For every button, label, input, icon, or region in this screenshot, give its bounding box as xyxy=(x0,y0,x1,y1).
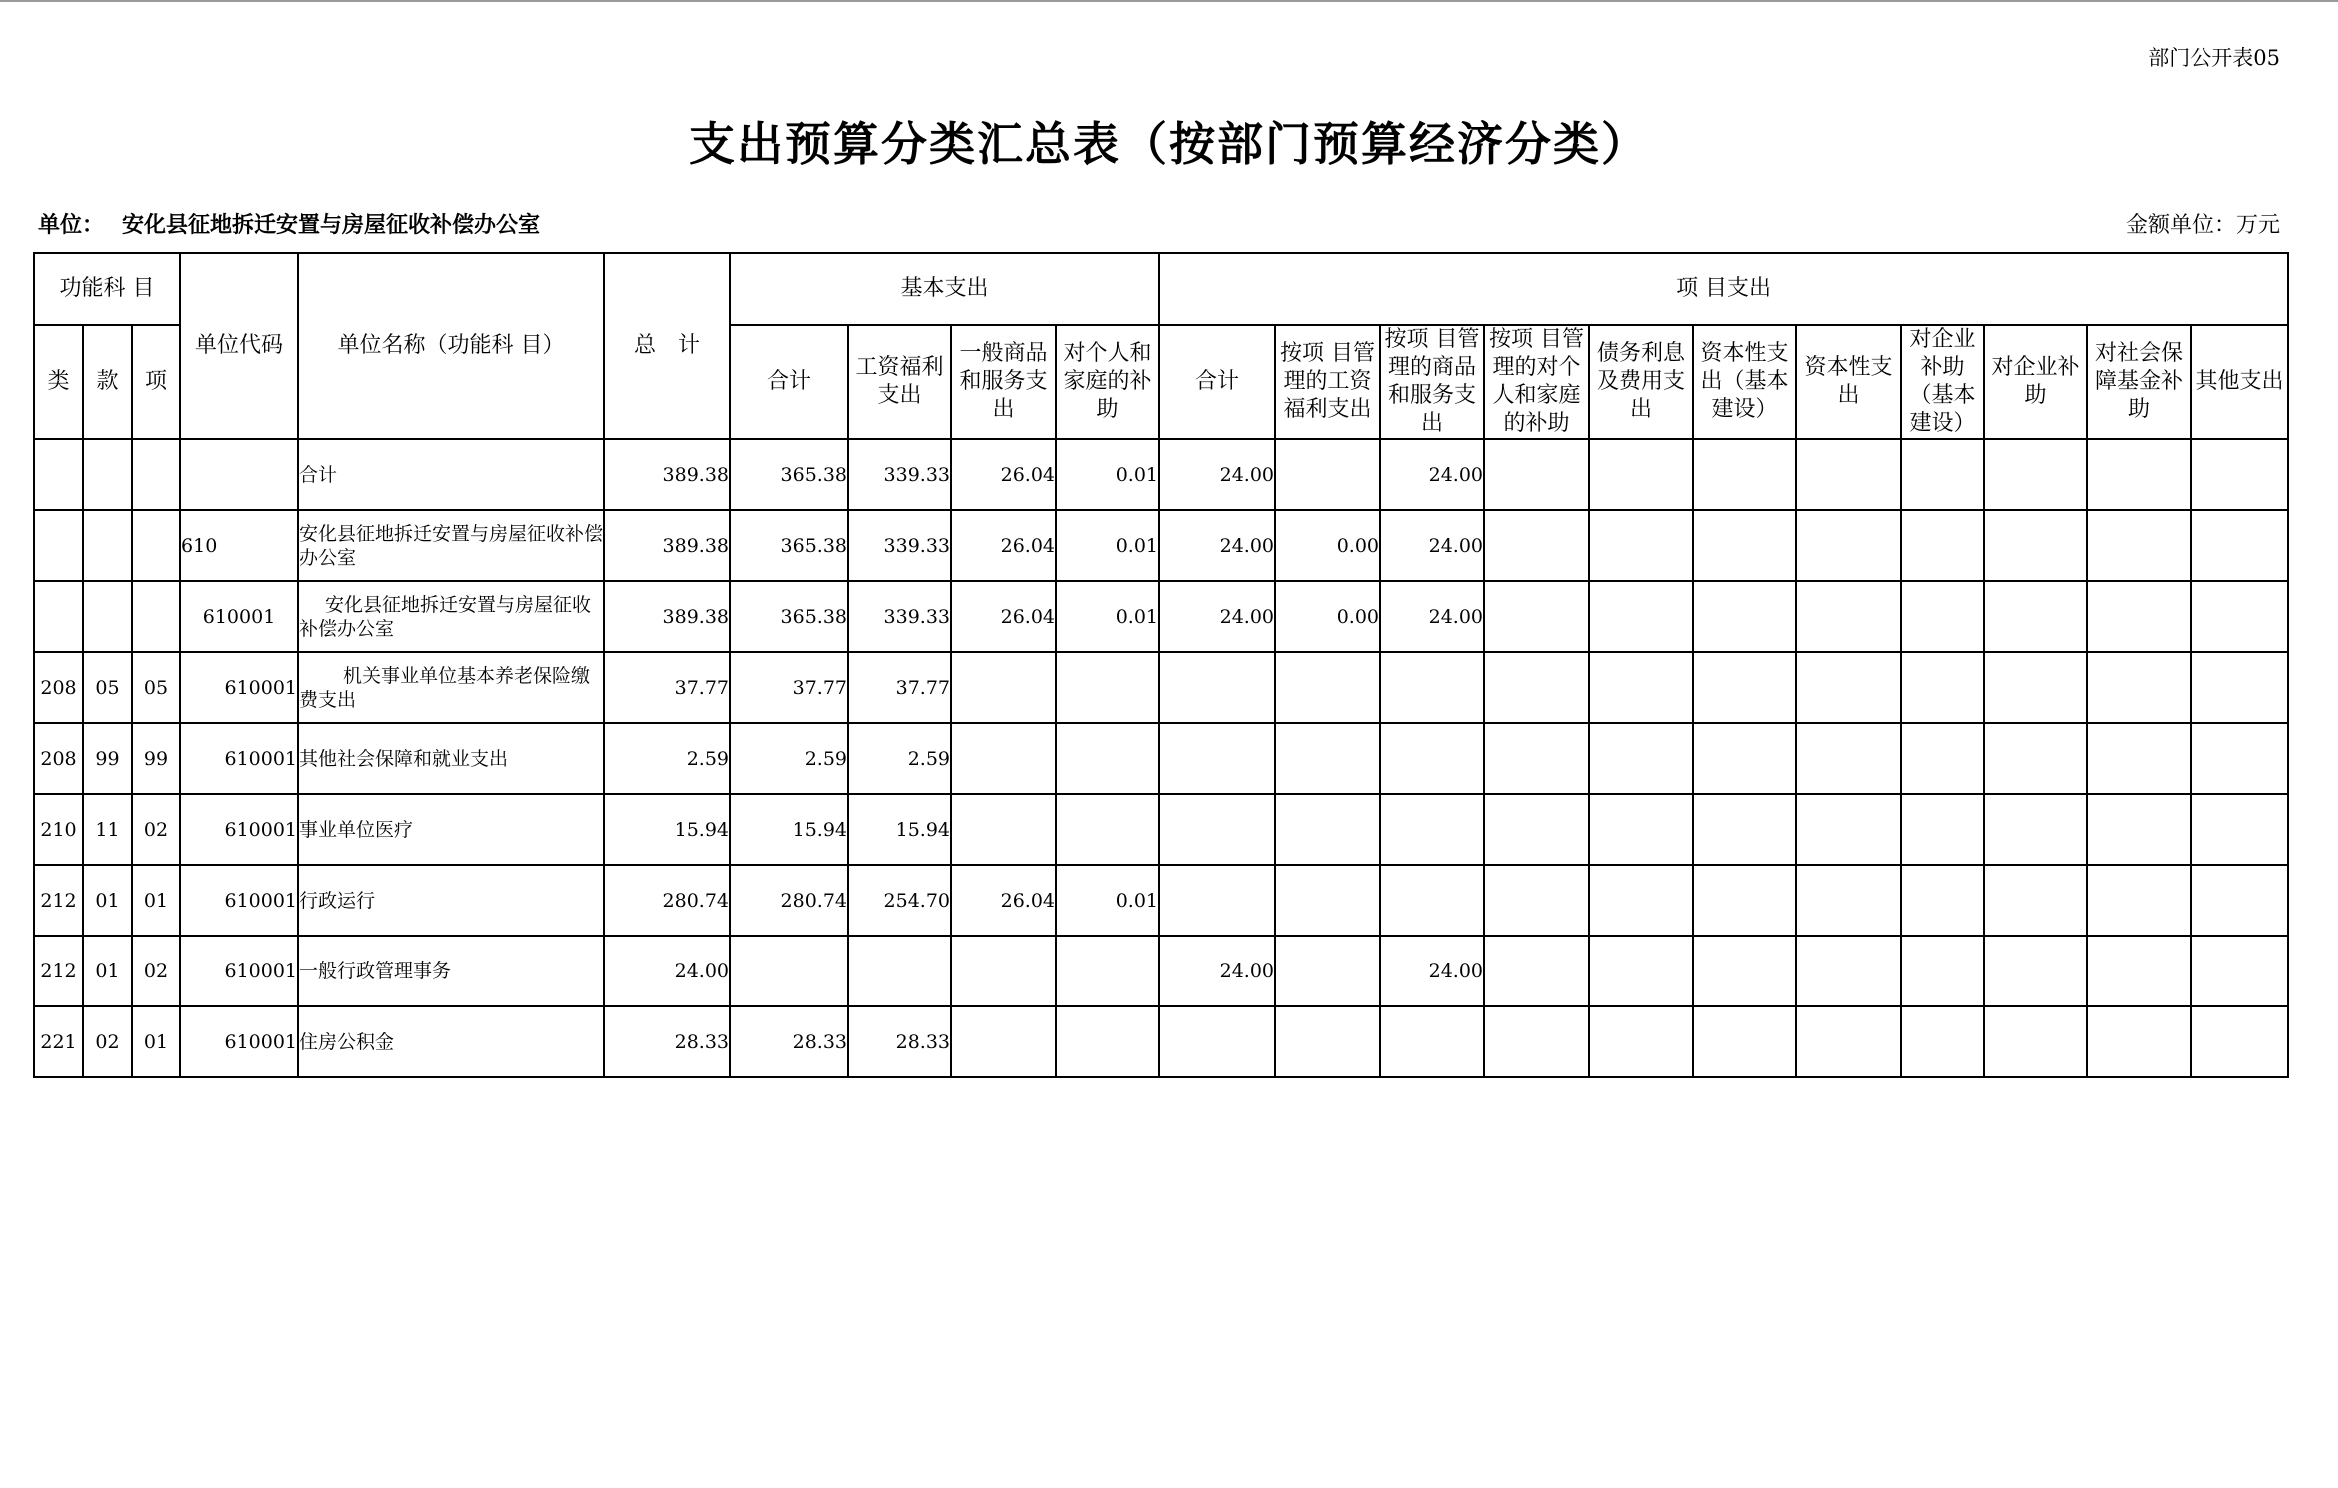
cell-empty xyxy=(1796,865,1901,936)
cell-proj-goods xyxy=(1380,794,1484,865)
cell-proj-total xyxy=(1159,794,1275,865)
cell-empty xyxy=(1589,865,1693,936)
cell-basic-personal: 0.01 xyxy=(1056,439,1159,510)
cell-basic-personal: 0.01 xyxy=(1056,581,1159,652)
cell-basic-total: 37.77 xyxy=(730,652,848,723)
cell-basic-personal xyxy=(1056,794,1159,865)
cell-basic-personal xyxy=(1056,652,1159,723)
cell-xiang xyxy=(132,581,180,652)
cell-proj-total: 24.00 xyxy=(1159,581,1275,652)
cell-empty xyxy=(1796,936,1901,1006)
cell-proj-salary xyxy=(1275,1006,1380,1077)
cell-empty xyxy=(1901,1006,1984,1077)
cell-proj-total xyxy=(1159,1006,1275,1077)
header-basic: 基本支出 xyxy=(730,253,1159,325)
cell-name: 事业单位医疗 xyxy=(298,794,604,865)
cell-basic-goods: 26.04 xyxy=(951,581,1056,652)
cell-name: 安化县征地拆迁安置与房屋征收补偿办公室 xyxy=(298,510,604,581)
cell-empty xyxy=(1693,1006,1796,1077)
cell-empty xyxy=(1693,510,1796,581)
cell-empty xyxy=(2191,723,2288,794)
cell-basic-goods: 26.04 xyxy=(951,439,1056,510)
cell-empty xyxy=(1796,439,1901,510)
cell-basic-salary xyxy=(848,936,951,1006)
header-proj-social: 对社会保障基金补助 xyxy=(2087,325,2191,439)
cell-basic-goods xyxy=(951,936,1056,1006)
cell-basic-salary: 339.33 xyxy=(848,439,951,510)
cell-empty xyxy=(2087,794,2191,865)
cell-empty xyxy=(1901,439,1984,510)
amount-unit: 金额单位：万元 xyxy=(2125,213,2280,238)
cell-empty xyxy=(1901,652,1984,723)
header-basic-goods: 一般商品和服务支出 xyxy=(951,325,1056,439)
cell-code xyxy=(180,439,298,510)
cell-empty xyxy=(1984,439,2087,510)
cell-proj-salary xyxy=(1275,865,1380,936)
header-basic-personal: 对个人和家庭的补助 xyxy=(1056,325,1159,439)
cell-empty xyxy=(2087,865,2191,936)
cell-empty xyxy=(1901,510,1984,581)
cell-basic-goods xyxy=(951,1006,1056,1077)
cell-empty xyxy=(2191,581,2288,652)
header-proj-debt: 债务利息及费用支出 xyxy=(1589,325,1693,439)
cell-empty xyxy=(1796,652,1901,723)
cell-proj-goods xyxy=(1380,652,1484,723)
cell-empty xyxy=(1984,510,2087,581)
table-row xyxy=(34,1006,2288,1077)
cell-xiang xyxy=(132,510,180,581)
cell-empty xyxy=(1484,723,1589,794)
cell-empty xyxy=(1984,723,2087,794)
cell-empty xyxy=(1589,1006,1693,1077)
cell-basic-salary: 339.33 xyxy=(848,510,951,581)
cell-empty xyxy=(1589,936,1693,1006)
top-border-line xyxy=(0,0,2338,2)
cell-name: 一般行政管理事务 xyxy=(298,936,604,1006)
cell-proj-salary xyxy=(1275,723,1380,794)
unit-label: 单位： xyxy=(38,212,105,238)
cell-xiang: 01 xyxy=(132,865,180,936)
table-row xyxy=(34,652,2288,723)
cell-basic-total: 365.38 xyxy=(730,439,848,510)
unit-name: 安化县征地拆迁安置与房屋征收补偿办公室 xyxy=(122,212,541,238)
cell-basic-goods xyxy=(951,794,1056,865)
cell-empty xyxy=(1589,581,1693,652)
cell-code: 610001 xyxy=(180,1006,298,1077)
cell-empty xyxy=(1901,723,1984,794)
cell-kuan: 05 xyxy=(83,652,132,723)
form-number: 部门公开表05 xyxy=(2148,46,2280,70)
cell-empty xyxy=(1589,510,1693,581)
cell-name: 安化县征地拆迁安置与房屋征收补偿办公室 xyxy=(298,581,604,652)
cell-basic-total: 365.38 xyxy=(730,510,848,581)
cell-empty xyxy=(1484,652,1589,723)
cell-empty xyxy=(2087,510,2191,581)
cell-total: 37.77 xyxy=(604,652,730,723)
header-basic-salary: 工资福利支出 xyxy=(848,325,951,439)
cell-lei: 212 xyxy=(34,936,83,1006)
header-kuan: 款 xyxy=(83,325,132,439)
table-row xyxy=(34,510,2288,581)
cell-empty xyxy=(1484,865,1589,936)
cell-proj-salary xyxy=(1275,794,1380,865)
cell-empty xyxy=(2191,1006,2288,1077)
cell-empty xyxy=(1901,936,1984,1006)
cell-empty xyxy=(2087,936,2191,1006)
cell-empty xyxy=(1484,794,1589,865)
cell-empty xyxy=(2087,723,2191,794)
header-proj-total: 合计 xyxy=(1159,325,1275,439)
cell-code: 610001 xyxy=(180,652,298,723)
cell-empty xyxy=(2087,652,2191,723)
cell-empty xyxy=(1984,794,2087,865)
cell-lei: 212 xyxy=(34,865,83,936)
cell-proj-goods: 24.00 xyxy=(1380,439,1484,510)
table-row xyxy=(34,723,2288,794)
cell-basic-personal: 0.01 xyxy=(1056,865,1159,936)
header-proj-goods: 按项 目管理的商品和服务支出 xyxy=(1380,325,1484,439)
cell-lei xyxy=(34,581,83,652)
cell-basic-salary: 254.70 xyxy=(848,865,951,936)
header-func-subject: 功能科 目 xyxy=(34,253,180,325)
header-proj-capital: 资本性支出 xyxy=(1796,325,1901,439)
cell-empty xyxy=(1693,794,1796,865)
cell-proj-goods: 24.00 xyxy=(1380,581,1484,652)
cell-total: 24.00 xyxy=(604,936,730,1006)
cell-empty xyxy=(1484,581,1589,652)
cell-basic-personal xyxy=(1056,1006,1159,1077)
cell-basic-total: 280.74 xyxy=(730,865,848,936)
cell-total: 280.74 xyxy=(604,865,730,936)
cell-xiang: 01 xyxy=(132,1006,180,1077)
cell-proj-total xyxy=(1159,652,1275,723)
cell-kuan: 01 xyxy=(83,936,132,1006)
cell-empty xyxy=(1693,439,1796,510)
cell-empty xyxy=(2087,1006,2191,1077)
cell-empty xyxy=(1484,510,1589,581)
cell-code: 610 xyxy=(180,510,298,581)
cell-basic-salary: 28.33 xyxy=(848,1006,951,1077)
cell-empty xyxy=(2191,794,2288,865)
header-proj-other: 其他支出 xyxy=(2191,325,2288,439)
cell-kuan: 11 xyxy=(83,794,132,865)
cell-proj-total: 24.00 xyxy=(1159,439,1275,510)
cell-name: 机关事业单位基本养老保险缴费支出 xyxy=(298,652,604,723)
cell-empty xyxy=(2191,865,2288,936)
header-proj-ent: 对企业补助 xyxy=(1984,325,2087,439)
table-row xyxy=(34,865,2288,936)
cell-lei xyxy=(34,510,83,581)
cell-basic-salary: 2.59 xyxy=(848,723,951,794)
cell-name: 行政运行 xyxy=(298,865,604,936)
cell-empty xyxy=(1796,723,1901,794)
cell-basic-goods xyxy=(951,723,1056,794)
header-lei: 类 xyxy=(34,325,83,439)
header-unit-name: 单位名称（功能科 目） xyxy=(298,253,604,439)
cell-proj-goods xyxy=(1380,1006,1484,1077)
cell-basic-total: 15.94 xyxy=(730,794,848,865)
cell-basic-personal: 0.01 xyxy=(1056,510,1159,581)
cell-kuan: 99 xyxy=(83,723,132,794)
cell-xiang: 02 xyxy=(132,794,180,865)
table-row xyxy=(34,439,2288,510)
cell-basic-total xyxy=(730,936,848,1006)
page-title: 支出预算分类汇总表（按部门预算经济分类） xyxy=(689,117,1649,171)
cell-empty xyxy=(1984,581,2087,652)
cell-proj-salary xyxy=(1275,936,1380,1006)
cell-basic-salary: 37.77 xyxy=(848,652,951,723)
cell-empty xyxy=(1901,581,1984,652)
cell-proj-total: 24.00 xyxy=(1159,936,1275,1006)
cell-basic-salary: 15.94 xyxy=(848,794,951,865)
header-proj-capital-build: 资本性支出（基本建设） xyxy=(1693,325,1796,439)
cell-proj-goods: 24.00 xyxy=(1380,936,1484,1006)
table-row xyxy=(34,581,2288,652)
cell-lei: 221 xyxy=(34,1006,83,1077)
cell-empty xyxy=(2087,581,2191,652)
header-xiang: 项 xyxy=(132,325,180,439)
cell-total: 389.38 xyxy=(604,439,730,510)
cell-proj-goods: 24.00 xyxy=(1380,510,1484,581)
cell-proj-total: 24.00 xyxy=(1159,510,1275,581)
cell-proj-salary: 0.00 xyxy=(1275,510,1380,581)
unit-line xyxy=(38,208,540,239)
cell-code: 610001 xyxy=(180,581,298,652)
cell-basic-goods: 26.04 xyxy=(951,865,1056,936)
header-project: 项 目支出 xyxy=(1159,253,2288,325)
cell-lei: 208 xyxy=(34,652,83,723)
cell-xiang: 99 xyxy=(132,723,180,794)
cell-empty xyxy=(1796,581,1901,652)
cell-empty xyxy=(1984,865,2087,936)
cell-empty xyxy=(1693,936,1796,1006)
cell-proj-total xyxy=(1159,723,1275,794)
cell-empty xyxy=(2191,439,2288,510)
cell-empty xyxy=(1693,581,1796,652)
cell-empty xyxy=(1984,936,2087,1006)
cell-empty xyxy=(1589,439,1693,510)
header-proj-personal: 按项 目管理的对个人和家庭的补助 xyxy=(1484,325,1589,439)
header-unit-code: 单位代码 xyxy=(180,253,298,439)
cell-empty xyxy=(1589,723,1693,794)
cell-empty xyxy=(1796,794,1901,865)
table-row xyxy=(34,936,2288,1006)
cell-kuan: 02 xyxy=(83,1006,132,1077)
cell-basic-total: 2.59 xyxy=(730,723,848,794)
cell-empty xyxy=(1484,1006,1589,1077)
cell-basic-total: 365.38 xyxy=(730,581,848,652)
cell-empty xyxy=(1796,1006,1901,1077)
header-total: 总 计 xyxy=(604,253,730,439)
cell-lei xyxy=(34,439,83,510)
header-proj-salary: 按项 目管理的工资福利支出 xyxy=(1275,325,1380,439)
cell-kuan: 01 xyxy=(83,865,132,936)
cell-name: 住房公积金 xyxy=(298,1006,604,1077)
cell-basic-personal xyxy=(1056,723,1159,794)
cell-empty xyxy=(1484,936,1589,1006)
cell-proj-goods xyxy=(1380,723,1484,794)
cell-xiang: 05 xyxy=(132,652,180,723)
cell-basic-salary: 339.33 xyxy=(848,581,951,652)
cell-empty xyxy=(1693,723,1796,794)
cell-empty xyxy=(1693,865,1796,936)
cell-xiang xyxy=(132,439,180,510)
cell-empty xyxy=(1984,652,2087,723)
cell-empty xyxy=(2191,936,2288,1006)
cell-kuan xyxy=(83,581,132,652)
cell-proj-salary xyxy=(1275,439,1380,510)
cell-code: 610001 xyxy=(180,865,298,936)
cell-kuan xyxy=(83,439,132,510)
budget-table xyxy=(33,252,2289,1078)
header-proj-ent-build: 对企业补助（基本建设） xyxy=(1901,325,1984,439)
cell-basic-total: 28.33 xyxy=(730,1006,848,1077)
cell-total: 389.38 xyxy=(604,510,730,581)
cell-empty xyxy=(1589,794,1693,865)
cell-code: 610001 xyxy=(180,936,298,1006)
cell-basic-personal xyxy=(1056,936,1159,1006)
cell-name: 合计 xyxy=(298,439,604,510)
cell-total: 2.59 xyxy=(604,723,730,794)
cell-empty xyxy=(1484,439,1589,510)
cell-empty xyxy=(2191,510,2288,581)
cell-code: 610001 xyxy=(180,794,298,865)
cell-basic-goods xyxy=(951,652,1056,723)
cell-basic-goods: 26.04 xyxy=(951,510,1056,581)
cell-total: 15.94 xyxy=(604,794,730,865)
cell-total: 389.38 xyxy=(604,581,730,652)
cell-empty xyxy=(2087,439,2191,510)
cell-empty xyxy=(1901,794,1984,865)
cell-lei: 210 xyxy=(34,794,83,865)
cell-empty xyxy=(1901,865,1984,936)
cell-total: 28.33 xyxy=(604,1006,730,1077)
cell-proj-salary: 0.00 xyxy=(1275,581,1380,652)
cell-proj-goods xyxy=(1380,865,1484,936)
table-row xyxy=(34,794,2288,865)
cell-code: 610001 xyxy=(180,723,298,794)
cell-empty xyxy=(1693,652,1796,723)
cell-kuan xyxy=(83,510,132,581)
cell-empty xyxy=(1984,1006,2087,1077)
cell-name: 其他社会保障和就业支出 xyxy=(298,723,604,794)
cell-empty xyxy=(1796,510,1901,581)
cell-proj-total xyxy=(1159,865,1275,936)
header-basic-total: 合计 xyxy=(730,325,848,439)
cell-xiang: 02 xyxy=(132,936,180,1006)
cell-empty xyxy=(1589,652,1693,723)
cell-empty xyxy=(2191,652,2288,723)
cell-lei: 208 xyxy=(34,723,83,794)
cell-proj-salary xyxy=(1275,652,1380,723)
